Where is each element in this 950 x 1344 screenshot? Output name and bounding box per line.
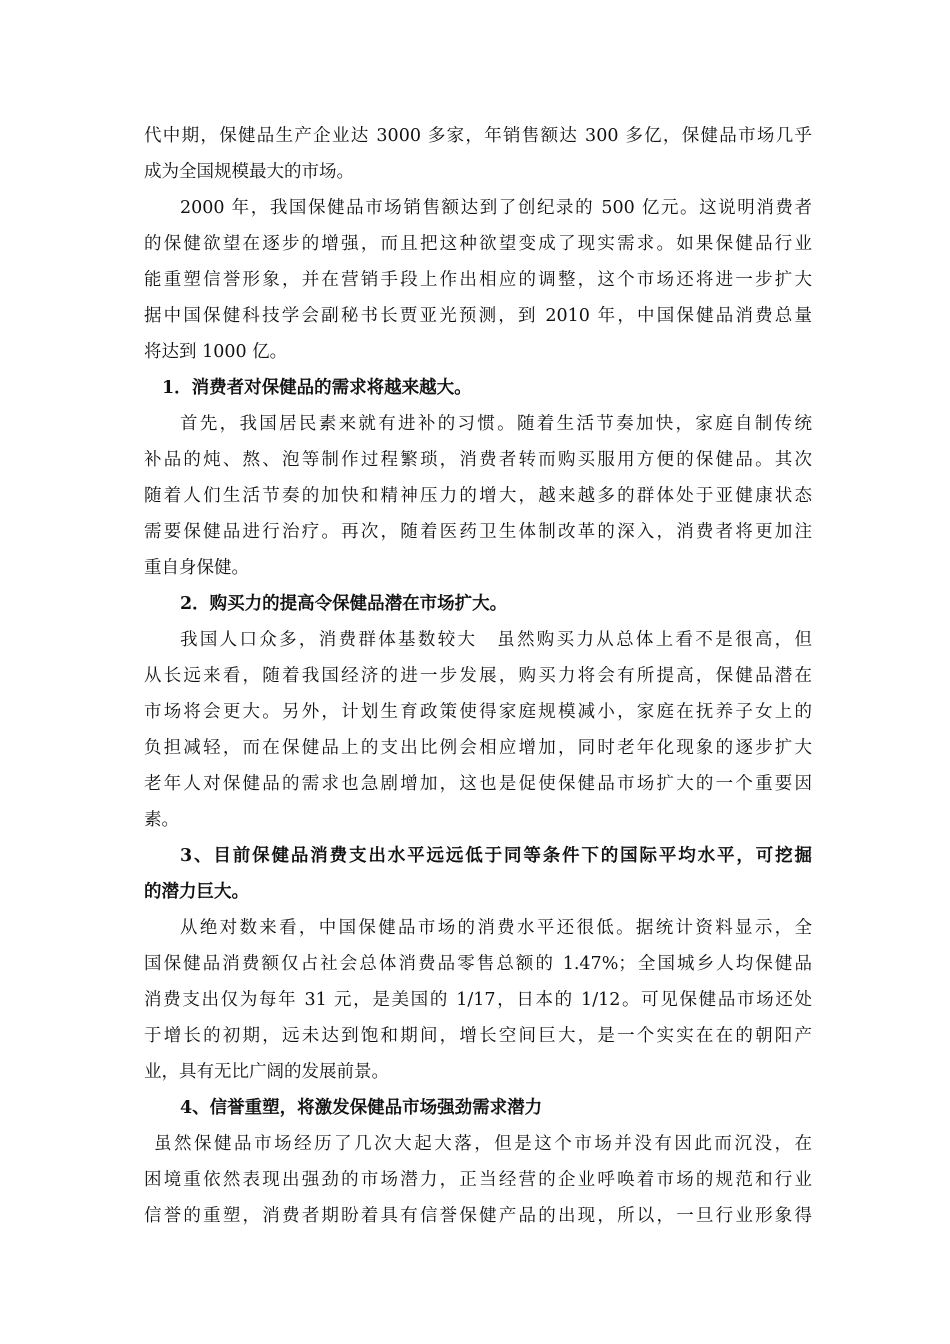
text-line: 虽然保健品市场经历了几次大起大落，但是这个市场并没有因此而沉没，在 bbox=[154, 1134, 812, 1154]
text-line: 能重塑信誉形象，并在营销手段上作出相应的调整，这个市场还将进一步扩大 bbox=[144, 270, 812, 290]
text-line: 首先，我国居民素来就有进补的习惯。随着生活节奏加快，家庭自制传统 bbox=[180, 414, 812, 434]
text-line: 困境重依然表现出强劲的市场潜力，正当经营的企业呼唤着市场的规范和行业 bbox=[144, 1170, 812, 1190]
text-line: 代中期，保健品生产企业达 3000 多家，年销售额达 300 多亿，保健品市场几乎 bbox=[144, 126, 812, 146]
text-line: 随着人们生活节奏的加快和精神压力的增大，越来越多的群体处于亚健康状态 bbox=[144, 486, 812, 506]
text-line: 2000 年，我国保健品市场销售额达到了创纪录的 500 亿元。这说明消费者 bbox=[180, 198, 812, 218]
text-line: 补品的炖、熬、泡等制作过程繁琐，消费者转而购买服用方便的保健品。其次 bbox=[144, 450, 812, 470]
text-line: 市场将会更大。另外，计划生育政策使得家庭规模减小，家庭在抚养子女上的 bbox=[144, 702, 812, 722]
text-line: 从绝对数来看，中国保健品市场的消费水平还很低。据统计资料显示，全 bbox=[180, 918, 812, 938]
text-line: 于增长的初期，远未达到饱和期间，增长空间巨大，是一个实实在在的朝阳产 bbox=[144, 1026, 812, 1046]
text-line: 需要保健品进行治疗。再次，随着医药卫生体制改革的深入，消费者将更加注 bbox=[144, 522, 812, 542]
text-line: 的保健欲望在逐步的增强，而且把这种欲望变成了现实需求。如果保健品行业 bbox=[144, 234, 812, 254]
text-line: 从长远来看，随着我国经济的进一步发展，购买力将会有所提高，保健品潜在 bbox=[144, 666, 812, 686]
text-line: 我国人口众多，消费群体基数较大 虽然购买力从总体上看不是很高，但 bbox=[180, 630, 812, 650]
document-body bbox=[144, 118, 812, 1234]
text-line: 消费支出仅为每年 31 元，是美国的 1/17，日本的 1/12。可见保健品市场还处 bbox=[144, 990, 812, 1010]
text-line: 老年人对保健品的需求也急剧增加，这也是促使保健品市场扩大的一个重要因 bbox=[144, 774, 812, 794]
text-line: 业，具有无比广阔的发展前景。 bbox=[144, 1062, 389, 1082]
text-line: 成为全国规模最大的市场。 bbox=[144, 162, 354, 182]
text-line: 将达到 1000 亿。 bbox=[144, 342, 288, 362]
section-heading: 2．购买力的提高令保健品潜在市场扩大。 bbox=[180, 594, 508, 614]
text-line: 负担减轻，而在保健品上的支出比例会相应增加，同时老年化现象的逐步扩大 bbox=[144, 738, 812, 758]
text-line: 重自身保健。 bbox=[144, 558, 249, 578]
text-line: 信誉的重塑，消费者期盼着具有信誉保健产品的出现，所以，一旦行业形象得 bbox=[144, 1206, 812, 1226]
section-heading: 3、目前保健品消费支出水平远远低于同等条件下的国际平均水平，可挖掘 bbox=[180, 846, 812, 866]
section-heading: 1．消费者对保健品的需求将越来越大。 bbox=[162, 378, 472, 398]
section-heading: 4、信誉重塑，将激发保健品市场强劲需求潜力 bbox=[180, 1098, 543, 1118]
text-line: 据中国保健科技学会副秘书长贾亚光预测，到 2010 年，中国保健品消费总量 bbox=[144, 306, 812, 326]
text-line: 国保健品消费额仅占社会总体消费品零售总额的 1.47%；全国城乡人均保健品 bbox=[144, 954, 812, 974]
section-heading: 的潜力巨大。 bbox=[144, 882, 249, 902]
text-line: 素。 bbox=[144, 810, 179, 830]
